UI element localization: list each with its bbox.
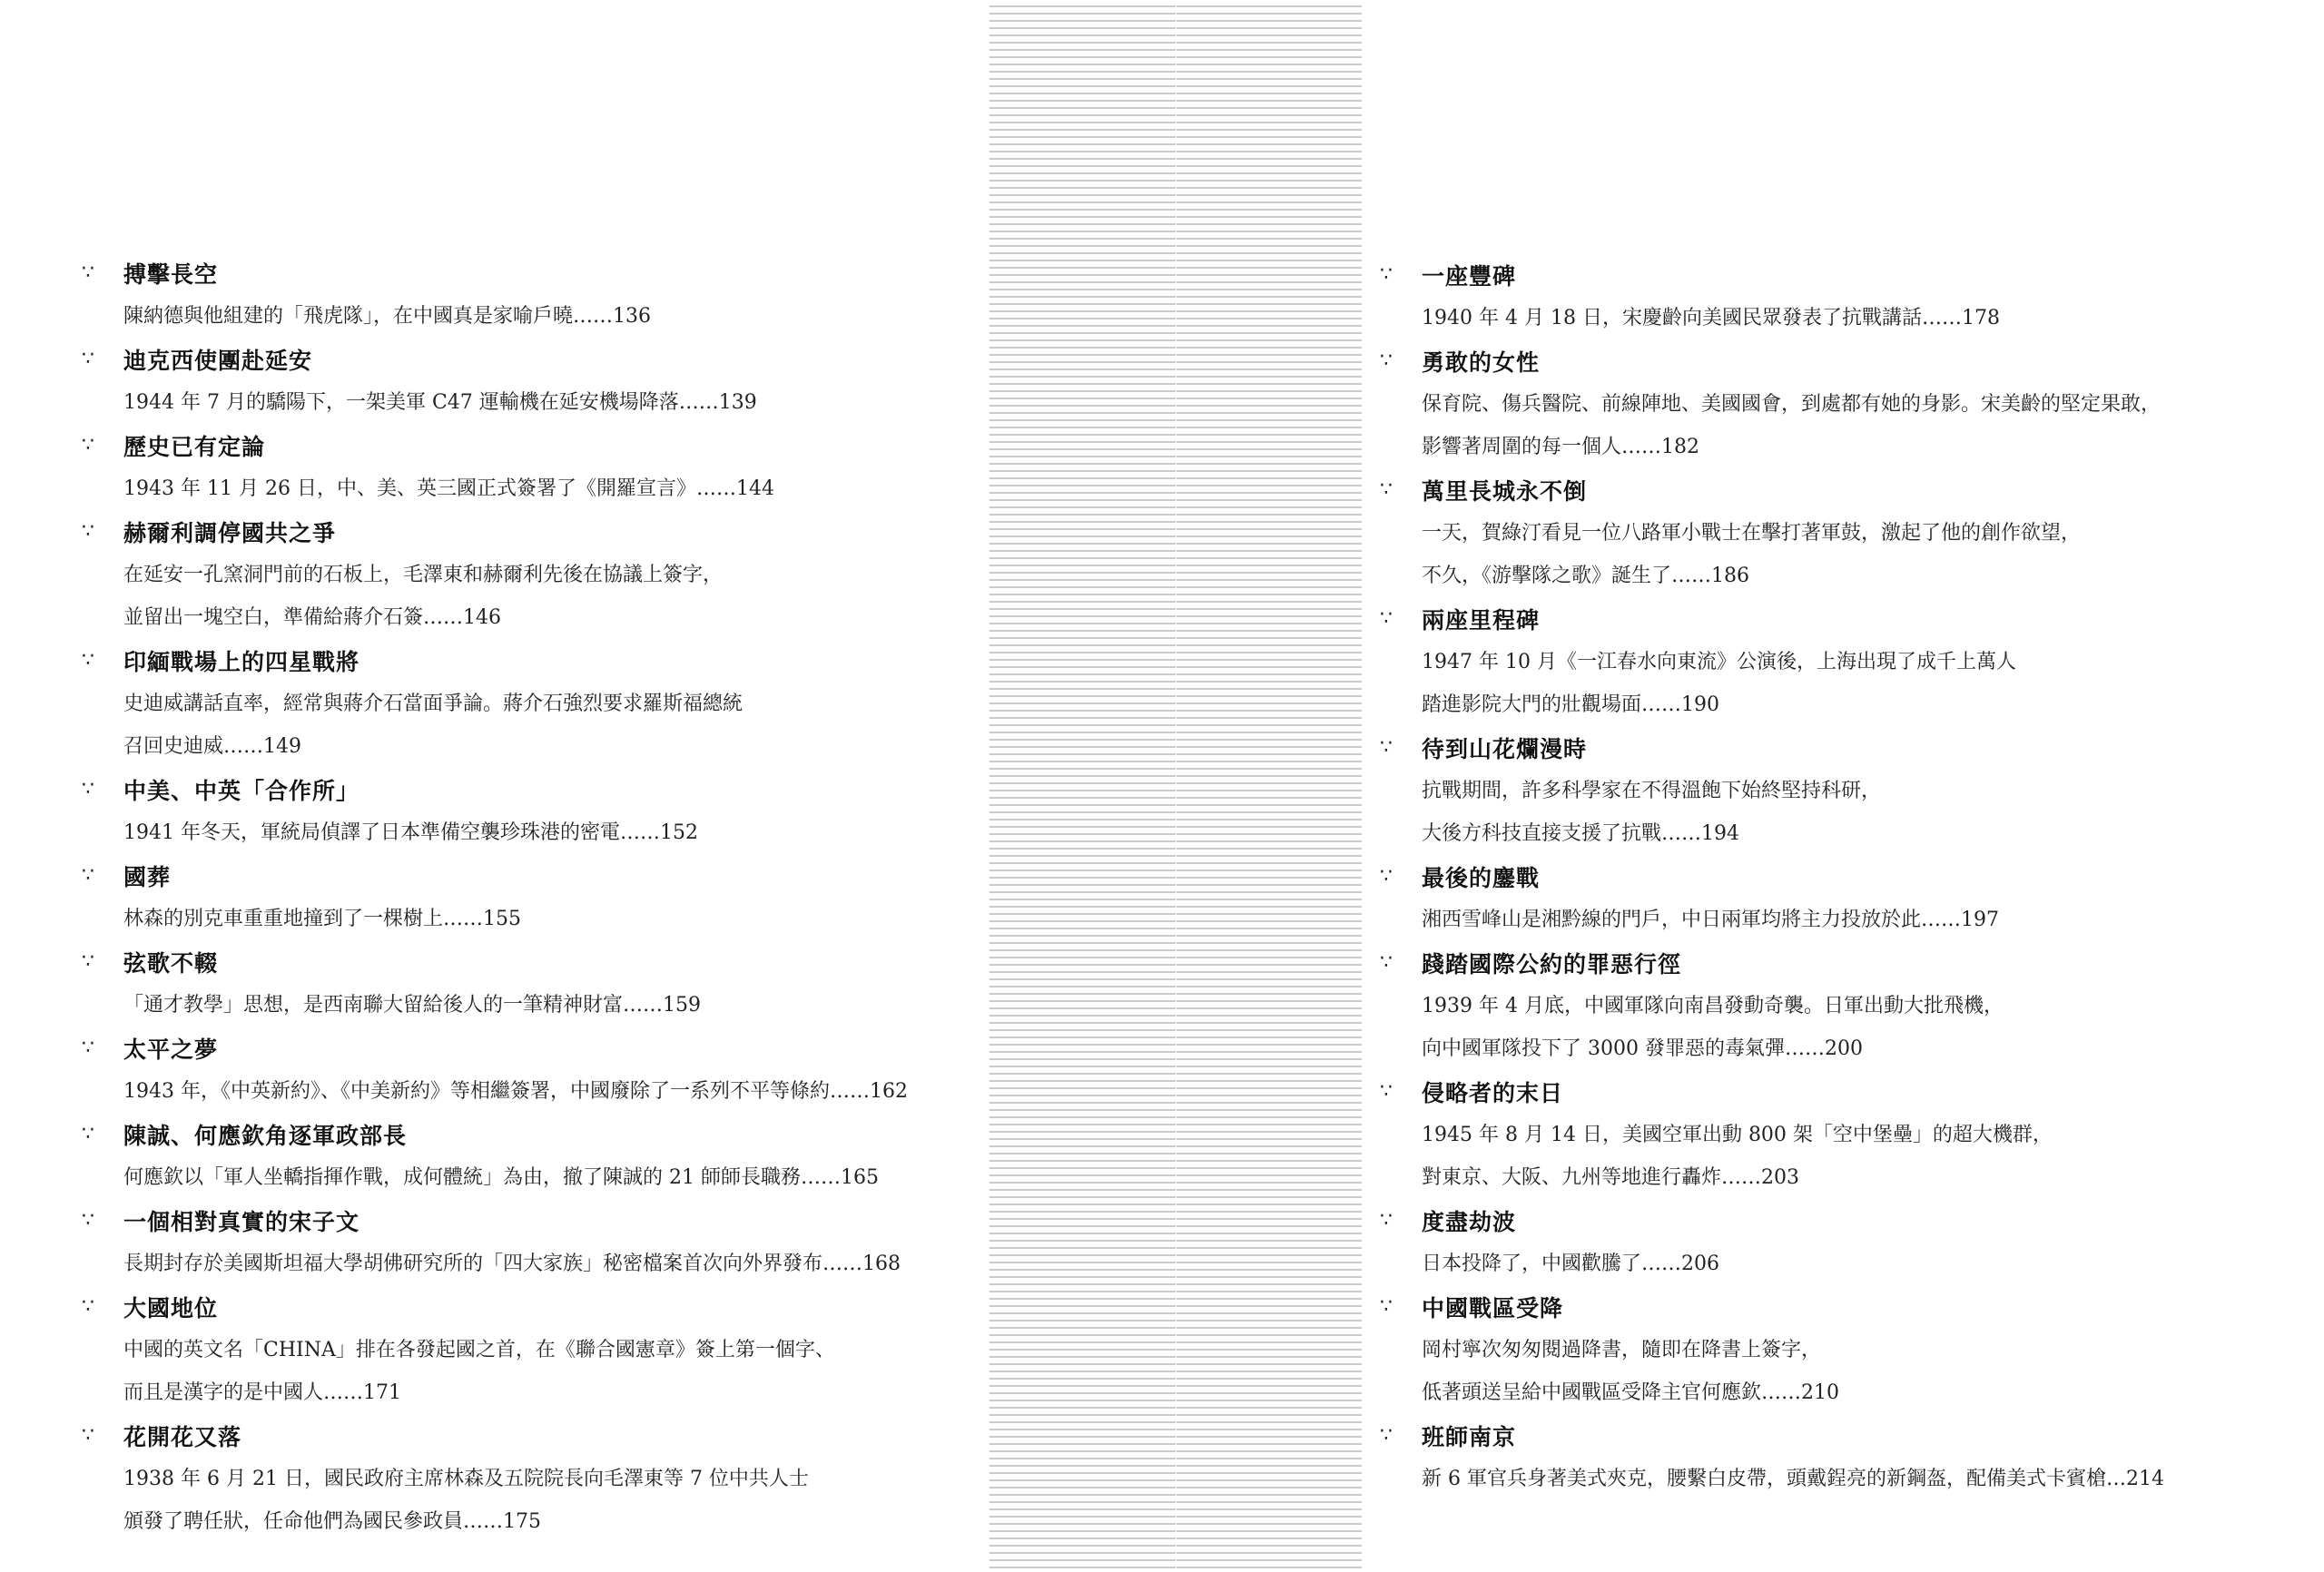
toc-entry-title: 待到山花爛漫時 [1422, 736, 1588, 762]
because-bullet-icon: ∵ [82, 520, 94, 543]
toc-entry-title: 花開花又落 [123, 1424, 242, 1450]
toc-entry-description: 何應欽以「軍人坐轎指揮作戰，成何體統」為由，撤了陳誠的 21 師師長職務……165 [123, 1166, 879, 1189]
toc-entry-title: 國葬 [123, 864, 172, 890]
toc-entry-description: 保育院、傷兵醫院、前線陣地、美國國會，到處都有她的身影。宋美齡的堅定果敢， [1422, 393, 2162, 416]
toc-entry [82, 639, 980, 768]
toc-entry-description: 1940 年 4 月 18 日，宋慶齡向美國民眾發表了抗戰講話……178 [1422, 307, 2000, 329]
toc-entry [82, 854, 980, 940]
toc-entry [1380, 339, 2315, 468]
because-bullet-icon: ∵ [82, 778, 94, 801]
toc-entry [1380, 941, 2315, 1070]
toc-entry-title: 赫爾利調停國共之爭 [123, 520, 337, 546]
toc-entry-title: 最後的鏖戰 [1422, 865, 1541, 891]
toc-entry-description: 抗戰期間，許多科學家在不得溫飽下始終堅持科研， [1422, 780, 1882, 802]
toc-entry-description: 向中國軍隊投下了 3000 發罪惡的毒氣彈……200 [1422, 1037, 1863, 1060]
toc-entry-description: 1943 年，《中英新約》、《中美新約》等相繼簽署，中國廢除了一系列不平等條約……162 [123, 1080, 908, 1103]
toc-entry-header [1380, 1285, 2315, 1329]
because-bullet-icon: ∵ [82, 1209, 94, 1232]
because-bullet-icon: ∵ [82, 261, 94, 284]
toc-entry [1380, 855, 2315, 941]
toc-entry-description: 日本投降了，中國歡騰了……206 [1422, 1253, 1719, 1275]
toc-entry-title: 踐踏國際公約的罪惡行徑 [1422, 951, 1682, 978]
because-bullet-icon: ∵ [82, 348, 94, 370]
toc-entry-title: 班師南京 [1422, 1424, 1517, 1450]
because-bullet-icon: ∵ [1380, 1424, 1393, 1447]
toc-entry-title: 中美、中英「合作所」 [123, 778, 360, 804]
toc-entry-description: 中國的英文名「CHINA」排在各發起國之首，在《聯合國憲章》簽上第一個字、 [123, 1339, 835, 1361]
because-bullet-icon: ∵ [1380, 1080, 1393, 1103]
toc-entry-header [82, 854, 980, 898]
because-bullet-icon: ∵ [82, 1123, 94, 1145]
toc-entry-header [1380, 1070, 2315, 1114]
toc-entry-description: 並留出一塊空白，準備給蔣介石簽……146 [123, 606, 501, 629]
toc-entry [82, 1285, 980, 1414]
because-bullet-icon: ∵ [1380, 951, 1393, 974]
toc-entry-description: 新 6 軍官兵身著美式夾克，腰繫白皮帶，頭戴鋥亮的新鋼盔，配備美式卡賓槍…214 [1422, 1468, 2164, 1490]
right-toc-list [1380, 253, 2315, 1500]
because-bullet-icon: ∵ [1380, 1209, 1393, 1232]
toc-entry-title: 一個相對真實的宋子文 [123, 1209, 360, 1235]
toc-entry-description: 1941 年冬天，軍統局偵譯了日本準備空襲珍珠港的密電……152 [123, 821, 698, 844]
toc-entry [82, 1113, 980, 1199]
because-bullet-icon: ∵ [1380, 607, 1393, 630]
toc-entry-header [82, 1414, 980, 1458]
toc-entry-description: 1943 年 11 月 26 日，中、美、英三國正式簽署了《開羅宣言》……144 [123, 477, 774, 500]
because-bullet-icon: ∵ [1380, 865, 1393, 888]
toc-entry-header [82, 424, 980, 467]
toc-entry-description: 岡村寧次匆匆閱過降書，隨即在降書上簽字， [1422, 1339, 1822, 1361]
toc-entry-header [1380, 468, 2315, 512]
toc-entry-description: 一天，賀綠汀看見一位八路軍小戰士在擊打著軍鼓，激起了他的創作欲望， [1422, 522, 2082, 545]
toc-entry [82, 1414, 980, 1543]
toc-entry-description: 影響著周圍的每一個人……182 [1422, 436, 1699, 458]
toc-entry-header [82, 251, 980, 295]
toc-entry-header [1380, 726, 2315, 770]
toc-entry-description: 大後方科技直接支援了抗戰……194 [1422, 822, 1739, 845]
toc-entry-description: 湘西雪峰山是湘黔線的門戶，中日兩軍均將主力投放於此……197 [1422, 909, 1999, 931]
toc-entry [82, 768, 980, 854]
toc-entry-title: 大國地位 [123, 1295, 219, 1321]
toc-entry [1380, 726, 2315, 855]
because-bullet-icon: ∵ [82, 1295, 94, 1318]
toc-entry-title: 侵略者的末日 [1422, 1080, 1564, 1106]
toc-entry-description: 1944 年 7 月的驕陽下，一架美軍 C47 運輸機在延安機場降落……139 [123, 391, 757, 414]
toc-entry-header [82, 338, 980, 381]
toc-entry [1380, 1070, 2315, 1199]
toc-entry [82, 1027, 980, 1113]
toc-entry-description: 頒發了聘任狀，任命他們為國民參政員……175 [123, 1510, 541, 1533]
toc-entry-description: 踏進影院大門的壯觀場面……190 [1422, 693, 1719, 716]
toc-entry [1380, 253, 2315, 339]
toc-entry-title: 萬里長城永不倒 [1422, 478, 1588, 505]
toc-entry-header [82, 639, 980, 683]
toc-entry [1380, 1199, 2315, 1285]
toc-entry [1380, 468, 2315, 597]
because-bullet-icon: ∵ [82, 864, 94, 887]
toc-entry-title: 兩座里程碑 [1422, 607, 1541, 634]
toc-entry-description: 1939 年 4 月底，中國軍隊向南昌發動奇襲。日軍出動大批飛機， [1422, 995, 2004, 1017]
toc-entry-title: 陳誠、何應欽角逐軍政部長 [123, 1123, 408, 1149]
center-band-divider [1176, 0, 1177, 1572]
toc-entry-description: 史迪威講話直率，經常與蔣介石當面爭論。蔣介石強烈要求羅斯福總統 [123, 693, 743, 715]
toc-entry-title: 度盡劫波 [1422, 1209, 1517, 1235]
toc-entry-header [82, 1199, 980, 1243]
toc-entry [82, 510, 980, 639]
toc-entry-title: 印緬戰場上的四星戰將 [123, 649, 360, 675]
because-bullet-icon: ∵ [82, 649, 94, 672]
toc-entry-header [1380, 339, 2315, 383]
because-bullet-icon: ∵ [82, 434, 94, 457]
toc-entry-title: 太平之夢 [123, 1037, 219, 1063]
left-toc-list [82, 251, 980, 1543]
toc-entry-header [1380, 1414, 2315, 1458]
toc-entry-title: 搏擊長空 [123, 261, 219, 288]
toc-entry-description: 「通才教學」思想，是西南聯大留給後人的一筆精神財富……159 [123, 994, 701, 1017]
toc-entry-description: 不久，《游擊隊之歌》誕生了……186 [1422, 565, 1749, 587]
toc-entry [82, 338, 980, 424]
toc-entry [82, 940, 980, 1027]
toc-entry-description: 在延安一孔窯洞門前的石板上，毛澤東和赫爾利先後在協議上簽字， [123, 564, 724, 586]
toc-entry-description: 長期封存於美國斯坦福大學胡佛研究所的「四大家族」秘密檔案首次向外界發布……168 [123, 1253, 901, 1275]
toc-entry-description: 低著頭送呈給中國戰區受降主官何應欽……210 [1422, 1381, 1839, 1404]
toc-entry-description: 1945 年 8 月 14 日，美國空軍出動 800 架「空中堡壘」的超大機群， [1422, 1124, 2053, 1146]
toc-entry-header [82, 1027, 980, 1070]
toc-entry-description: 召回史迪威……149 [123, 735, 301, 758]
toc-entry-header [1380, 1199, 2315, 1243]
toc-entry [82, 1199, 980, 1285]
because-bullet-icon: ∵ [82, 1424, 94, 1447]
toc-entry-description: 對東京、大阪、九州等地進行轟炸……203 [1422, 1166, 1799, 1189]
toc-entry-header [82, 940, 980, 984]
toc-entry-title: 迪克西使團赴延安 [123, 348, 313, 374]
toc-entry-header [1380, 597, 2315, 641]
toc-entry [1380, 1285, 2315, 1414]
toc-entry-title: 中國戰區受降 [1422, 1295, 1564, 1321]
toc-entry-header [1380, 253, 2315, 297]
toc-entry-header [82, 1113, 980, 1156]
toc-entry-header [1380, 941, 2315, 985]
toc-entry [82, 424, 980, 510]
toc-entry-header [82, 768, 980, 811]
toc-entry-header [82, 1285, 980, 1329]
toc-entry-title: 歷史已有定論 [123, 434, 266, 460]
toc-entry [1380, 1414, 2315, 1500]
toc-entry-description: 林森的別克車重重地撞到了一棵樹上……155 [123, 908, 521, 930]
toc-entry [1380, 597, 2315, 726]
toc-entry-title: 一座豐碑 [1422, 263, 1517, 290]
because-bullet-icon: ∵ [1380, 478, 1393, 501]
toc-entry-description: 1938 年 6 月 21 日，國民政府主席林森及五院院長向毛澤東等 7 位中共人士 [123, 1468, 809, 1490]
toc-entry-header [82, 510, 980, 554]
toc-entry-description: 陳納德與他組建的「飛虎隊」，在中國真是家喻戶曉……136 [123, 305, 651, 328]
toc-entry-title: 勇敢的女性 [1422, 349, 1541, 376]
because-bullet-icon: ∵ [82, 1037, 94, 1059]
toc-entry [82, 251, 980, 338]
because-bullet-icon: ∵ [1380, 263, 1393, 286]
because-bullet-icon: ∵ [1380, 736, 1393, 759]
toc-entry-title: 弦歌不輟 [123, 950, 219, 977]
toc-entry-description: 1947 年 10 月《一江春水向東流》公演後，上海出現了成千上萬人 [1422, 651, 2016, 673]
because-bullet-icon: ∵ [82, 950, 94, 973]
toc-entry-header [1380, 855, 2315, 899]
because-bullet-icon: ∵ [1380, 349, 1393, 372]
because-bullet-icon: ∵ [1380, 1295, 1393, 1318]
toc-entry-description: 而且是漢字的是中國人……171 [123, 1381, 401, 1404]
